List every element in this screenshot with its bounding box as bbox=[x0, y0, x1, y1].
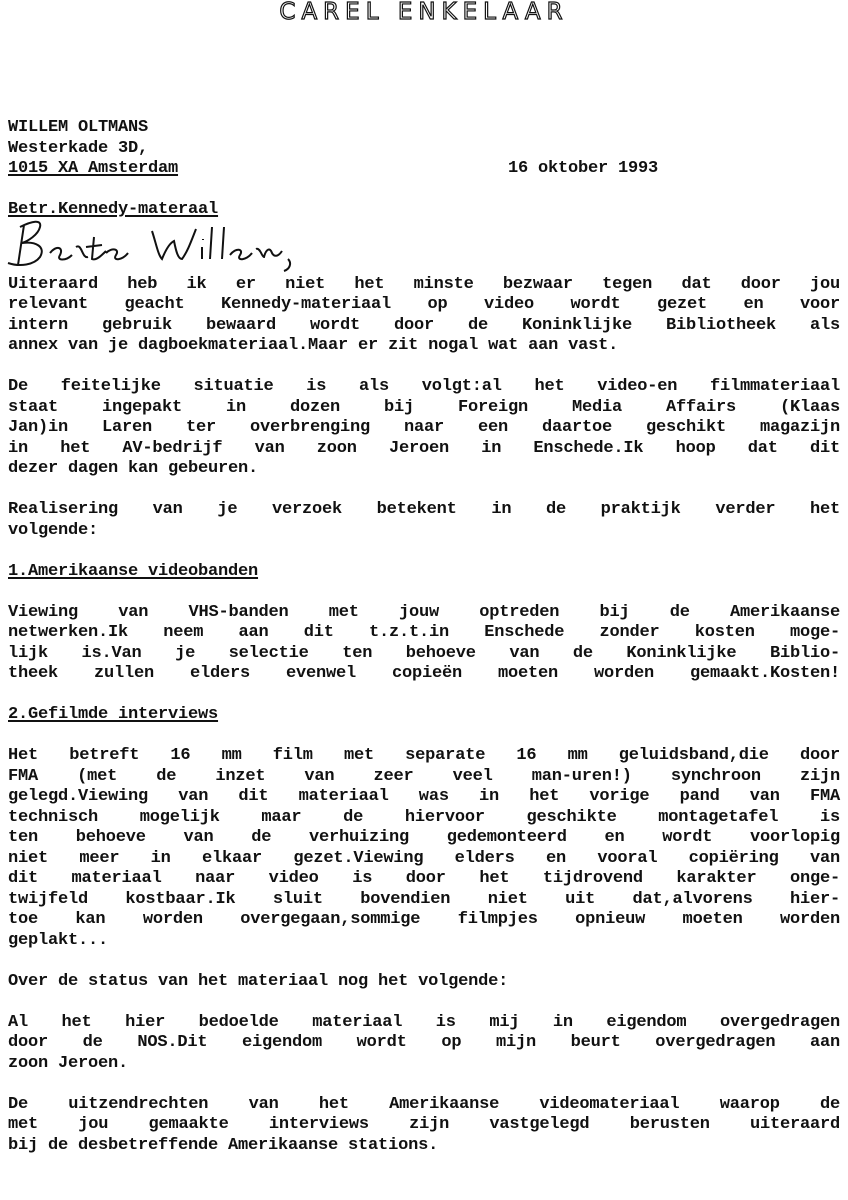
text-line: bij de desbetreffende Amerikaanse stations. bbox=[8, 1135, 439, 1155]
text-line: met jou gemaakte interviews zijn vastgelegd berusten uiteraard bbox=[8, 1115, 840, 1134]
salutation bbox=[8, 221, 840, 275]
text-line: netwerken.Ik neem aan dit t.z.t.in Enschede zonder kosten moge- bbox=[8, 623, 840, 642]
paragraph-3 bbox=[8, 500, 840, 541]
text-line: De uitzendrechten van het Amerikaanse videomateriaal waarop de bbox=[8, 1094, 840, 1114]
text-line: staat ingepakt in dozen bij Foreign Media Affairs (Klaas bbox=[8, 397, 840, 417]
text-line: toe kan worden overgegaan,sommige filmpjes opnieuw moeten worden bbox=[8, 910, 840, 929]
paragraph-7 bbox=[8, 1013, 840, 1075]
text-line: Viewing van VHS-banden met jouw optreden bij de Amerikaanse bbox=[8, 602, 840, 622]
paragraph-1 bbox=[8, 275, 840, 357]
paragraph-5 bbox=[8, 746, 840, 951]
paragraph-4 bbox=[8, 603, 840, 685]
text-line: geplakt... bbox=[8, 930, 109, 950]
recipient-city: 1015 XA Amsterdam bbox=[8, 159, 179, 178]
text-line: intern gebruik bewaard wordt door de Koninklijke Bibliotheek als bbox=[8, 315, 840, 335]
heading-american-videotapes: 1.Amerikaanse videobanden bbox=[8, 561, 259, 581]
text-line: Het betreft 16 mm film met separate 16 mm geluidsband,die door bbox=[8, 746, 840, 765]
subject-line: Betr.Kennedy-materaal bbox=[8, 200, 219, 219]
text-line: zoon Jeroen. bbox=[8, 1053, 129, 1073]
text-line: dit materiaal naar video is door het tijdrovend karakter onge- bbox=[8, 869, 840, 888]
handwritten-salutation bbox=[2, 213, 302, 273]
text-line: Uiteraard heb ik er niet het minste bezwaar tegen dat door jou bbox=[8, 274, 840, 294]
text-line: technisch mogelijk maar de hiervoor geschikte montagetafel is bbox=[8, 807, 840, 827]
paragraph-6 bbox=[8, 972, 840, 993]
text-line: door de NOS.Dit eigendom wordt op mijn beurt overgedragen aan bbox=[8, 1033, 840, 1052]
text-line: lijk is.Van je selectie ten behoeve van de Koninklijke Biblio- bbox=[8, 643, 840, 663]
text-line: volgende: bbox=[8, 520, 99, 540]
text-line: Realisering van je verzoek betekent in de praktijk verder het bbox=[8, 500, 840, 519]
text-line: Al het hier bedoelde materiaal is mij in eigendom overgedragen bbox=[8, 1012, 840, 1032]
text-line: annex van je dagboekmateriaal.Maar er zit nogal wat aan vast. bbox=[8, 336, 619, 355]
text-line: Jan)in Laren ter overbrenging naar een daartoe geschikt magazijn bbox=[8, 418, 840, 437]
text-line: dezer dagen kan gebeuren. bbox=[8, 459, 259, 478]
recipient-name: WILLEM OLTMANS bbox=[8, 118, 149, 137]
text-line: twijfeld kostbaar.Ik sluit bovendien niet uit dat,alvorens hier- bbox=[8, 889, 840, 909]
letterhead: CAREL ENKELAAR bbox=[279, 0, 569, 25]
text-line: gelegd.Viewing van dit materiaal was in het vorige pand van FMA bbox=[8, 787, 840, 806]
heading-filmed-interviews: 2.Gefilmde interviews bbox=[8, 705, 219, 724]
text-line: niet meer in elkaar gezet.Viewing elders en vooral copiëring van bbox=[8, 848, 840, 868]
text-line: relevant geacht Kennedy-materiaal op video wordt gezet en voor bbox=[8, 295, 840, 314]
address-date-row bbox=[8, 159, 658, 180]
letter-body bbox=[8, 118, 840, 1156]
text-line: Over de status van het materiaal nog het volgende: bbox=[8, 971, 509, 991]
text-line: FMA (met de inzet van zeer veel man-uren!) synchroon zijn bbox=[8, 766, 840, 786]
paragraph-8 bbox=[8, 1095, 840, 1157]
text-line: ten behoeve van de verhuizing gedemonteerd en wordt voorlopig bbox=[8, 828, 840, 847]
letter-date: 16 oktober 1993 bbox=[507, 159, 658, 178]
text-line: theek zullen elders evenwel copieën moeten worden gemaakt.Kosten! bbox=[8, 664, 840, 683]
recipient-street: Westerkade 3D, bbox=[8, 138, 149, 158]
text-line: De feitelijke situatie is als volgt:al het video-en filmmateriaal bbox=[8, 377, 840, 396]
text-line: in het AV-bedrijf van zoon Jeroen in Enschede.Ik hoop dat dit bbox=[8, 438, 840, 458]
paragraph-2 bbox=[8, 377, 840, 480]
